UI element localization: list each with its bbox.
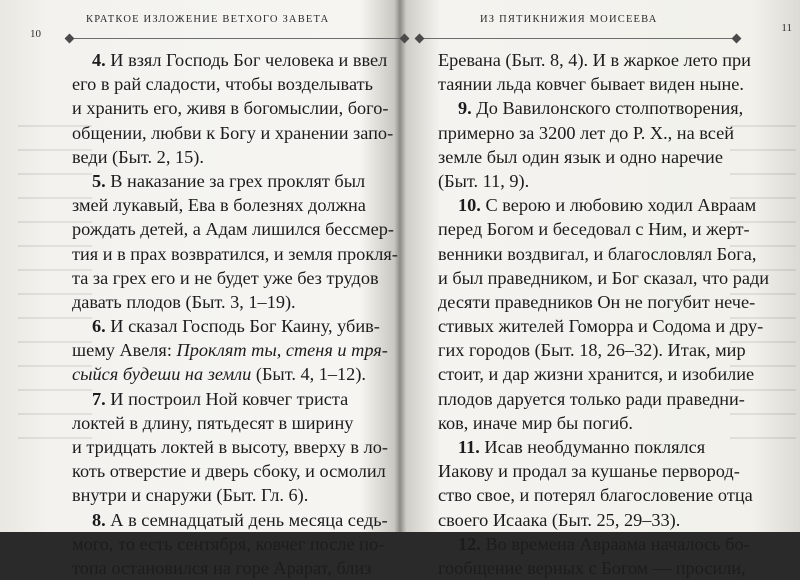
- line-text: своего Исаака (Быт. 25, 29–33).: [438, 509, 681, 530]
- line-text: перед Богом и беседовал с Ним, и жерт-: [438, 219, 750, 240]
- line-text: А в семнадцатый день месяца седь-: [110, 509, 388, 530]
- right-page: [420, 0, 792, 578]
- line-text: С верою и любовию ходил Авраам: [485, 195, 757, 216]
- line-text: стивых жителей Гоморра и Содома и дру-: [438, 316, 764, 337]
- text-line: [72, 532, 398, 556]
- text-line: [72, 72, 398, 96]
- text-line: [438, 411, 744, 435]
- text-line: [438, 314, 764, 338]
- paragraph-number: 9.: [458, 98, 472, 119]
- line-text: та за грех его и не будет уже без трудов: [72, 267, 379, 288]
- line-text: ков, иначе мир бы погиб.: [438, 412, 633, 433]
- text-line: [72, 96, 398, 120]
- paragraph-number: 4.: [92, 50, 106, 70]
- line-text: В наказание за грех проклят был: [110, 170, 366, 191]
- line-text: плодов даруется только ради праведни-: [438, 388, 745, 409]
- text-line: [438, 508, 744, 532]
- paragraph-number: 12.: [458, 533, 481, 554]
- line-text: Иакову и продал за кушанье первород-: [438, 461, 740, 482]
- line-text: (Быт. 11, 9).: [438, 170, 530, 191]
- line-text: Еревана (Быт. 8, 4). И в жаркое лето при: [438, 50, 751, 70]
- line-text: топа остановился на горе Арарат, близ: [72, 557, 372, 578]
- line-text: ство свое, и потерял благословение отца: [438, 485, 753, 506]
- text-line: [438, 532, 750, 556]
- text-line: [72, 217, 398, 241]
- text-line: [438, 193, 757, 217]
- text-line: [72, 459, 398, 483]
- text-line: [72, 387, 398, 411]
- right-page-number: 11: [781, 22, 792, 34]
- left-running-header: [30, 14, 400, 40]
- line-text: До Вавилонского столпотворения,: [476, 98, 744, 119]
- line-text: рождать детей, а Адам лишился бессмер-: [72, 219, 394, 240]
- line-text: коть отверстие и дверь сбоку, и осмолил: [72, 461, 386, 482]
- left-page-text: [72, 48, 398, 580]
- text-line: [72, 121, 398, 145]
- text-line: [438, 362, 755, 386]
- line-text: стоит, и дар жизни хранится, и изобилие: [438, 364, 755, 385]
- line-text: И сказал Господь Бог Каину, убив-: [110, 316, 380, 337]
- text-line: [438, 217, 750, 241]
- right-header-title: ИЗ ПЯТИКНИЖИЯ МОИСЕЕВА: [480, 14, 658, 25]
- line-text: венники воздвигал, и благословлял Бога,: [438, 243, 757, 264]
- text-line: [438, 338, 744, 362]
- right-header-rule: [420, 38, 736, 39]
- line-text: общении, любви к Богу и хранении запо-: [72, 122, 394, 143]
- line-text: И построил Ной ковчег триста: [110, 388, 349, 409]
- left-header-rule: [70, 38, 404, 39]
- right-page-text: [438, 48, 770, 580]
- line-text: и тридцать локтей в высоту, вверху в ло-: [72, 437, 388, 457]
- text-line: [438, 121, 744, 145]
- line-text: его в рай сладости, чтобы возделывать: [72, 74, 373, 95]
- right-running-header: [420, 14, 792, 38]
- text-line: [438, 96, 744, 120]
- text-line: [72, 242, 398, 266]
- text-line: [438, 387, 744, 411]
- text-line: [438, 266, 770, 290]
- text-line: [438, 242, 757, 266]
- line-text: гообщение верных с Богом — просили,: [438, 557, 746, 578]
- line-text: змей лукавый, Ева в болезнях должна: [72, 195, 366, 216]
- paragraph-number: 6.: [92, 316, 106, 337]
- line-text: Во времена Авраама началось бо-: [485, 533, 750, 554]
- text-line: [72, 338, 398, 362]
- line-text: гих городов (Быт. 18, 26–32). Итак, мир: [438, 340, 746, 361]
- text-line: [72, 290, 398, 314]
- line-tail: (Быт. 4, 1–12).: [251, 364, 366, 385]
- text-line: [72, 266, 398, 290]
- line-text: земле был один язык и одно наречие: [438, 146, 723, 167]
- paragraph-number: 7.: [92, 388, 106, 409]
- paragraph-number: 5.: [92, 170, 106, 191]
- line-text: давать плодов (Быт. 3, 1–19).: [72, 291, 296, 312]
- italic-quote: Проклят ты, стеня и тря-: [176, 340, 388, 361]
- text-line: [72, 435, 398, 459]
- text-line: [438, 435, 744, 459]
- text-line: [438, 145, 744, 169]
- left-page: [30, 0, 400, 578]
- text-line: [72, 314, 398, 338]
- line-text: таянии льда ковчег бывает виден ныне.: [438, 74, 744, 95]
- line-text: внутри и снаружи (Быт. Гл. 6).: [72, 485, 309, 506]
- paragraph-number: 10.: [458, 195, 481, 216]
- italic-quote: сыйся будеши на земли: [72, 364, 252, 385]
- left-page-number: 10: [30, 28, 41, 40]
- text-line: [438, 459, 744, 483]
- line-text: десяти праведников Он не погубит нече-: [438, 291, 756, 312]
- line-text: локтей в длину, пятьдесят в ширину: [72, 412, 354, 433]
- paragraph-number: 8.: [92, 509, 106, 530]
- line-text: И взял Господь Бог человека и ввел: [110, 50, 388, 70]
- line-text: Исав необдуманно поклялся: [484, 437, 706, 457]
- line-text: мого, то есть сентября, ковчег после по-: [72, 533, 385, 554]
- left-header-title: КРАТКОЕ ИЗЛОЖЕНИЕ ВЕТХОГО ЗАВЕТА: [86, 14, 330, 25]
- text-line: [72, 193, 398, 217]
- text-line: [438, 48, 751, 72]
- text-line: [72, 508, 398, 532]
- text-line: [72, 48, 398, 72]
- line-text: веди (Быт. 2, 15).: [72, 146, 204, 167]
- line-text: примерно за 3200 лет до Р. Х., на всей: [438, 122, 735, 143]
- text-line: [438, 556, 744, 580]
- text-line: [438, 290, 756, 314]
- text-line: [72, 556, 398, 580]
- text-line: [438, 483, 753, 507]
- text-line: [72, 362, 398, 386]
- paragraph-number: 11.: [458, 437, 480, 457]
- text-line: [72, 483, 398, 507]
- line-text: и был праведником, и Бог сказал, что ради: [438, 267, 770, 288]
- line-text: и хранить его, живя в богомыслии, бого-: [72, 98, 389, 119]
- text-line: [72, 169, 398, 193]
- line-text: шему Авеля:: [72, 340, 177, 361]
- line-text: тия и в прах возвратился, и земля прокля-: [72, 243, 398, 264]
- text-line: [438, 72, 744, 96]
- text-line: [438, 169, 744, 193]
- text-line: [72, 145, 398, 169]
- text-line: [72, 411, 398, 435]
